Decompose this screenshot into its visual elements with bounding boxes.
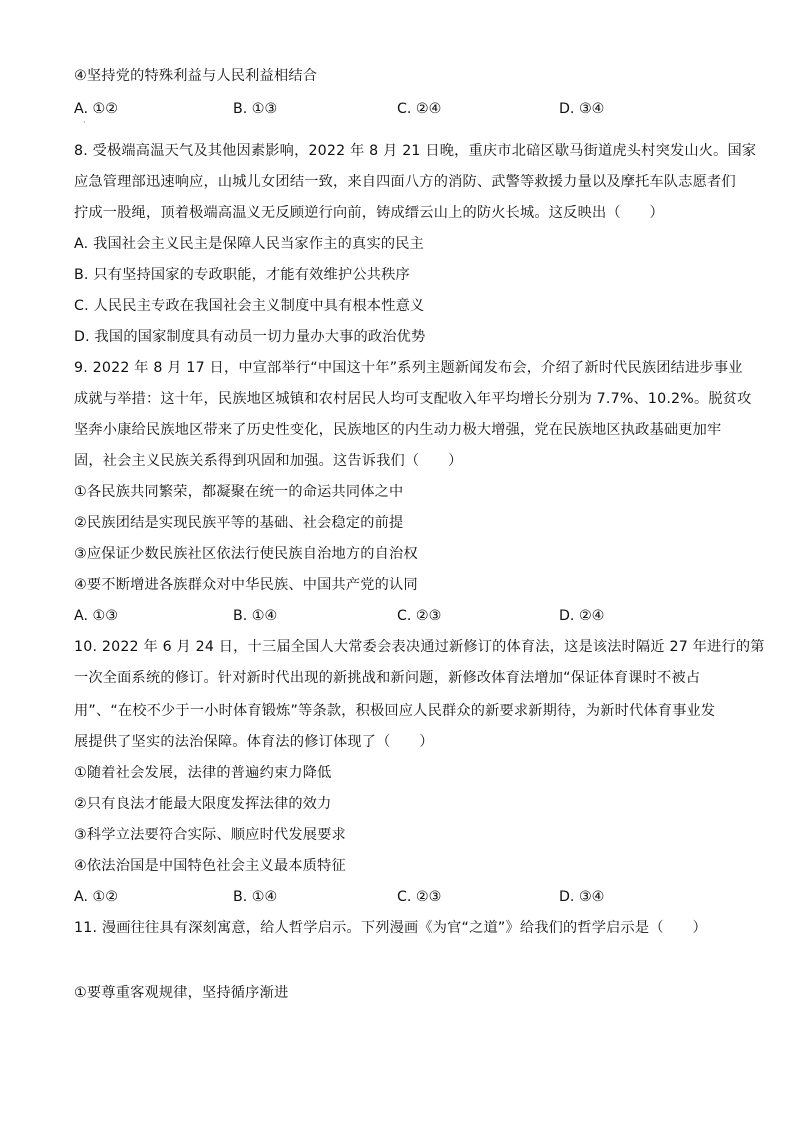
q9-item-2: ②民族团结是实现民族平等的基础、社会稳定的前提: [74, 515, 404, 531]
q10-options: [74, 887, 714, 907]
q10-stem-line-3: 用”、“在校不少于一小时体育锻炼”等条款，积极回应人民群众的新要求新期待，为新时代体育事业发: [74, 703, 716, 719]
q10-option-b: B. ①④: [233, 889, 278, 905]
q9-stem-line-4: 固，社会主义民族关系得到巩固和加强。这告诉我们（ ）: [74, 453, 463, 469]
q10-option-c: C. ②③: [397, 889, 442, 905]
q8-stem-line-3: 拧成一股绳，顶着极端高温义无反顾逆行向前，铸成缙云山上的防火长城。这反映出（ ）: [74, 205, 664, 221]
q9-option-d: D. ②④: [559, 608, 605, 624]
q9-stem-line-2: 成就与举措：这十年，民族地区城镇和农村居民人均可支配收入年平均增长分别为 7.7%、10.2%。脱贫攻: [74, 391, 752, 407]
q7-option-d: D. ③④: [559, 101, 605, 117]
q7-option-a: A. ①②: [74, 101, 118, 117]
q8-option-a: A. 我国社会主义民主是保障人民当家作主的真实的民主: [74, 236, 424, 252]
q10-item-4: ④依法治国是中国特色社会主义最本质特征: [74, 858, 346, 874]
q7-options: [74, 99, 714, 119]
q10-stem-line-2: 一次全面系统的修订。针对新时代出现的新挑战和新问题，新修改体育法增加“保证体育课时不被占: [74, 670, 701, 686]
q8-stem-line-2: 应急管理部迅速响应，山城儿女团结一致，来自四面八方的消防、武警等救援力量以及摩托车队志愿者们: [74, 174, 736, 190]
q10-item-2: ②只有良法才能最大限度发挥法律的效力: [74, 796, 332, 812]
q10-item-1: ①随着社会发展，法律的普遍约束力降低: [74, 765, 332, 781]
q10-item-3: ③科学立法要符合实际、顺应时代发展要求: [74, 827, 346, 843]
q8-option-c: C. 人民民主专政在我国社会主义制度中具有根本性意义: [74, 298, 425, 314]
q8-stem-line-1: 8. 受极端高温天气及其他因素影响，2022 年 8 月 21 日晚，重庆市北碚区歇马街道虎头村突发山火。国家: [74, 143, 757, 159]
q9-stem-line-1: 9. 2022 年 8 月 17 日，中宣部举行“中国这十年”系列主题新闻发布会，介绍了新时代民族团结进步事业: [74, 360, 743, 376]
q9-item-3: ③应保证少数民族社区依法行使民族自治地方的自治权: [74, 546, 418, 562]
q9-option-a: A. ①③: [74, 608, 118, 624]
q9-stem-line-3: 坚奔小康给民族地区带来了历史性变化，民族地区的内生动力极大增强，党在民族地区执政基础更加牢: [74, 422, 722, 438]
stray-mark: ·: [83, 118, 86, 127]
q11-stem: 11. 漫画往往具有深刻寓意，给人哲学启示。下列漫画《为官“之道”》给我们的哲学启示是（ ）: [74, 920, 707, 936]
q8-option-d: D. 我国的国家制度具有动员一切力量办大事的政治优势: [74, 329, 426, 345]
q9-item-1: ①各民族共同繁荣，都凝聚在统一的命运共同体之中: [74, 484, 404, 500]
q7-option-b: B. ①③: [233, 101, 278, 117]
q9-item-4: ④要不断增进各族群众对中华民族、中国共产党的认同: [74, 577, 418, 593]
q10-stem-line-4: 展提供了坚实的法治保障。体育法的修订体现了（ ）: [74, 734, 434, 750]
q8-option-b: B. 只有坚持国家的专政职能，才能有效维护公共秩序: [74, 267, 410, 283]
q10-option-a: A. ①②: [74, 889, 118, 905]
q9-options: [74, 606, 714, 626]
q9-option-b: B. ①④: [233, 608, 278, 624]
q9-option-c: C. ②③: [397, 608, 442, 624]
q10-option-d: D. ③④: [559, 889, 605, 905]
q10-stem-line-1: 10. 2022 年 6 月 24 日，十三届全国人大常委会表决通过新修订的体育法，这是该法时隔近 27 年进行的第: [74, 639, 765, 655]
q7-option-c: C. ②④: [397, 101, 442, 117]
q7-item-4: ④坚持党的特殊利益与人民利益相结合: [74, 68, 318, 84]
q11-item-1: ①要尊重客观规律，坚持循序渐进: [74, 985, 289, 1001]
